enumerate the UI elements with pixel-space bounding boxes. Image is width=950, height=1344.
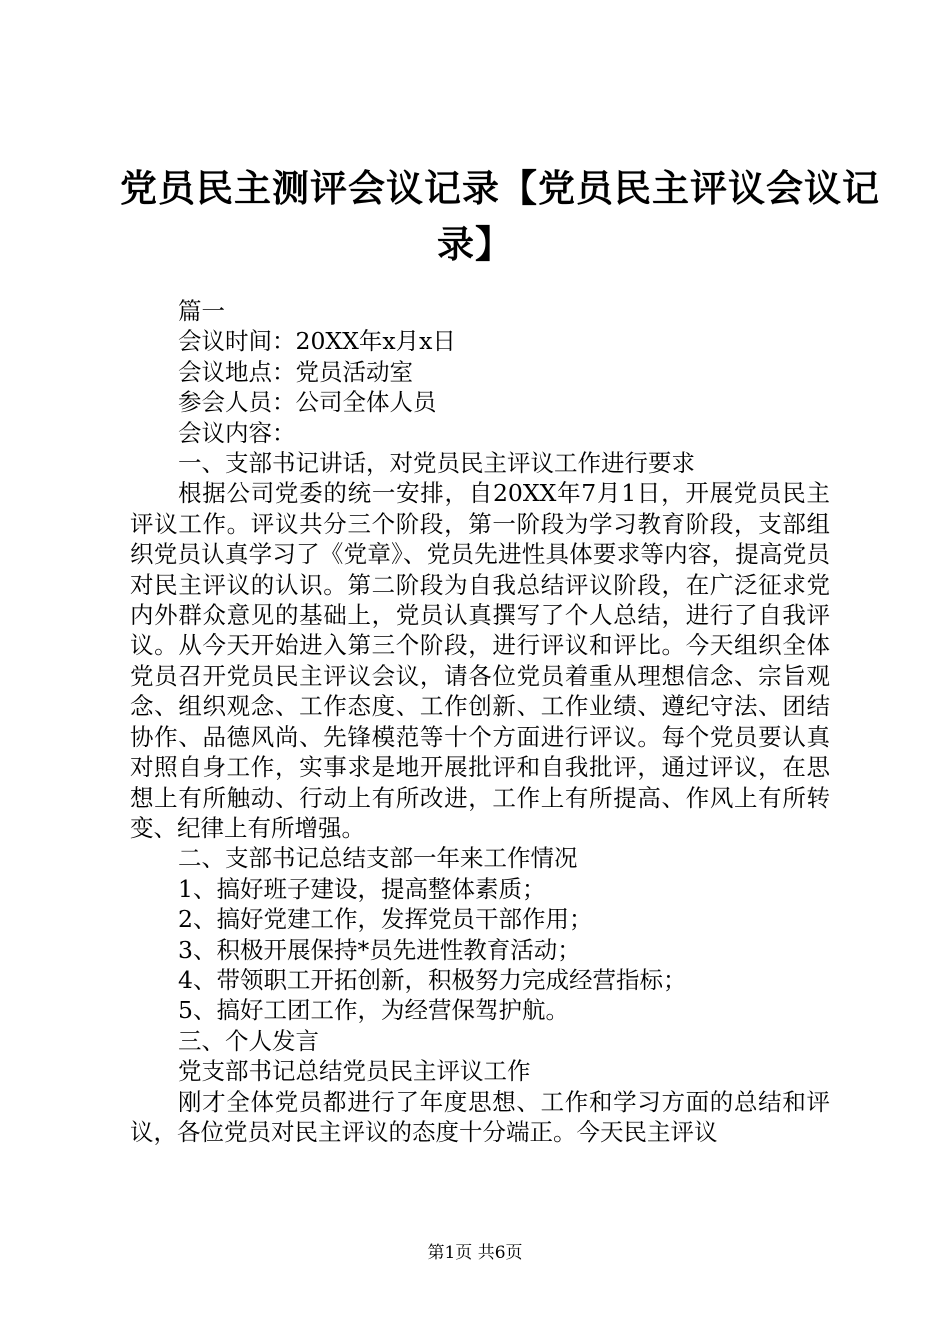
paragraph-1: 根据公司党委的统一安排，自20XX年7月1日，开展党员民主评议工作。评议共分三个阶段，第一阶段为学习教育阶段，支部组织党员认真学习了《党章》、党员先进性具体要求等内容，提高党员对民主评议的认识。第二阶段为自我总结评议阶段，在广泛征求党内外群众意见的基础上，党员认真撰写了个人总结，进行了自我评议。从今天开始进入第三个阶段，进行评议和评比。今天组织全体党员召开党员民主评议会议，请各位党员着重从理想信念、宗旨观念、组织观念、工作态度、工作创新、工作业绩、遵纪守法、团结协作、品德风尚、先锋模范等十个方面进行评议。每个党员要认真对照自身工作，实事求是地开展批评和自我批评，通过评议，在思想上有所触动、行动上有所改进，工作上有所提高、作风上有所转变、纪律上有所增强。 (130, 479, 830, 842)
meeting-place: 会议地点：党员活动室 (178, 357, 413, 386)
meeting-attendees: 参会人员：公司全体人员 (178, 388, 437, 417)
document-title (120, 160, 880, 272)
section-heading-2: 二、支部书记总结支部一年来工作情况 (178, 844, 578, 873)
list-item-4: 4、带领职工开拓创新，积极努力完成经营指标； (178, 965, 687, 994)
section-heading-1: 一、支部书记讲话，对党员民主评议工作进行要求 (178, 449, 695, 478)
part-label: 篇一 (178, 297, 225, 325)
document-body (130, 296, 830, 1147)
list-item-5: 5、搞好工团工作，为经营保驾护航。 (178, 996, 569, 1025)
page-footer: 第1页 共6页 (427, 1243, 523, 1263)
meeting-content-label: 会议内容： (178, 418, 296, 447)
list-item-3: 3、积极开展保持*员先进性教育活动； (178, 935, 581, 964)
title-line-2: 录】 (437, 222, 513, 266)
paragraph-2: 刚才全体党员都进行了年度思想、工作和学习方面的总结和评议，各位党员对民主评议的态度十分端正。今天民主评议 (130, 1087, 830, 1146)
list-item-1: 1、搞好班子建设，提高整体素质； (178, 874, 546, 903)
section-heading-3: 三、个人发言 (178, 1026, 319, 1055)
title-line-1: 党员民主测评会议记录【党员民主评议会议记 (120, 166, 880, 210)
meeting-time: 会议时间：20XX年x月x日 (178, 327, 456, 356)
list-item-2: 2、搞好党建工作，发挥党员干部作用； (178, 905, 593, 934)
sub-heading: 党支部书记总结党员民主评议工作 (178, 1057, 531, 1086)
